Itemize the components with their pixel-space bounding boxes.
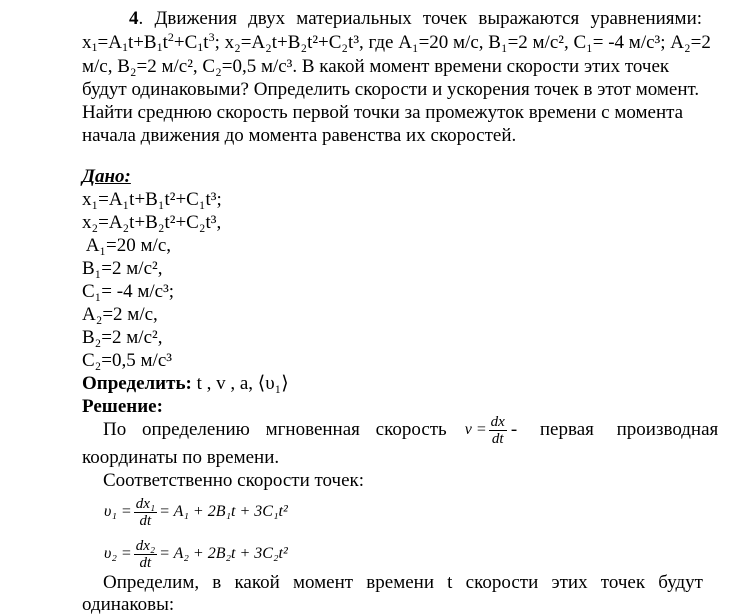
find-line [82, 373, 289, 395]
velocity-symbol: v = [464, 421, 487, 438]
solution-para-1 [103, 412, 719, 448]
given-heading: Дано: [82, 166, 131, 187]
given-item: x₂=A₂t+B₂t²+C₂t³, [82, 212, 222, 233]
equation-x1-inline: $x_1=A_1t+B_1t^2+C_1t^3$ [82, 30, 215, 54]
equation-v2 [104, 536, 288, 572]
given-item: x₁=A₁t+B₁t²+C₁t³; [82, 189, 222, 210]
solution-para-2: Соответственно скорости точек: [103, 470, 365, 491]
solution-heading: Решение: [82, 396, 163, 417]
problem-line-1: 4. Движения двух материальных точек выражаются уравнениями: [129, 8, 703, 29]
problem-line-4: будут одинаковыми? Определить скорости и ускорения точек в этот момент. [82, 79, 700, 100]
given-item: A₁=20 м/с, [82, 235, 171, 256]
problem-line1-text: Движения двух материальных точек выражаются уравнениями: [154, 8, 703, 29]
fraction-numerator: dx [490, 413, 505, 430]
equation-v1 [104, 494, 288, 530]
eq2-rhs: = A₂ + 2B₂t + 3C₂t² [159, 545, 288, 562]
given-item: A₂=2 м/с, [82, 304, 158, 325]
para1-start: По определению мгновенная скорость [103, 419, 447, 440]
given-item: B₂=2 м/с², [82, 327, 163, 348]
solution-para-1-line-2: координаты по времени. [82, 447, 280, 468]
eq2-numerator: dx₂ [135, 537, 156, 554]
given-item: C₂=0,5 м/с³ [82, 350, 172, 371]
eq1-rhs: = A₁ + 2B₁t + 3C₁t² [159, 503, 288, 520]
eq1-fraction [134, 496, 157, 529]
problem-line-6: начала движения до момента равенства их скоростей. [82, 125, 517, 146]
para1-end: - первая производная [510, 419, 719, 440]
fraction-denominator: dt [491, 430, 504, 447]
eq1-denominator: dt [139, 512, 152, 529]
eq1-numerator: dx₁ [135, 495, 156, 512]
problem-line-5: Найти среднюю скорость первой точки за промежуток времени с момента [82, 102, 684, 123]
solution-para-3: Определим, в какой момент времени t скорости этих точек будут [103, 572, 703, 593]
eq2-lhs: υ₂ = [104, 545, 132, 562]
problem-line2-text: ; x₂=A₂t+B₂t²+C₂t³, где A₁=20 м/с, B₁=2 м/с², C₁= -4 м/с³; A₂=2 [214, 32, 711, 53]
eq2-fraction [134, 538, 157, 571]
find-value: t , v , a, ⟨υ₁⟩ [196, 373, 289, 394]
find-label: Определить: [82, 373, 192, 394]
problem-line-2 [82, 30, 711, 54]
velocity-fraction [489, 414, 507, 447]
problem-line-3: м/с, B₂=2 м/с², C₂=0,5 м/с³. В какой момент времени скорости этих точек [82, 56, 670, 77]
eq2-denominator: dt [139, 554, 152, 571]
given-item: C₁= -4 м/с³; [82, 281, 175, 302]
eq1-lhs: υ₁ = [104, 503, 132, 520]
solution-para-3-line-2: одинаковы: [82, 594, 175, 615]
given-item: B₁=2 м/с², [82, 258, 163, 279]
problem-number: 4 [129, 8, 139, 29]
